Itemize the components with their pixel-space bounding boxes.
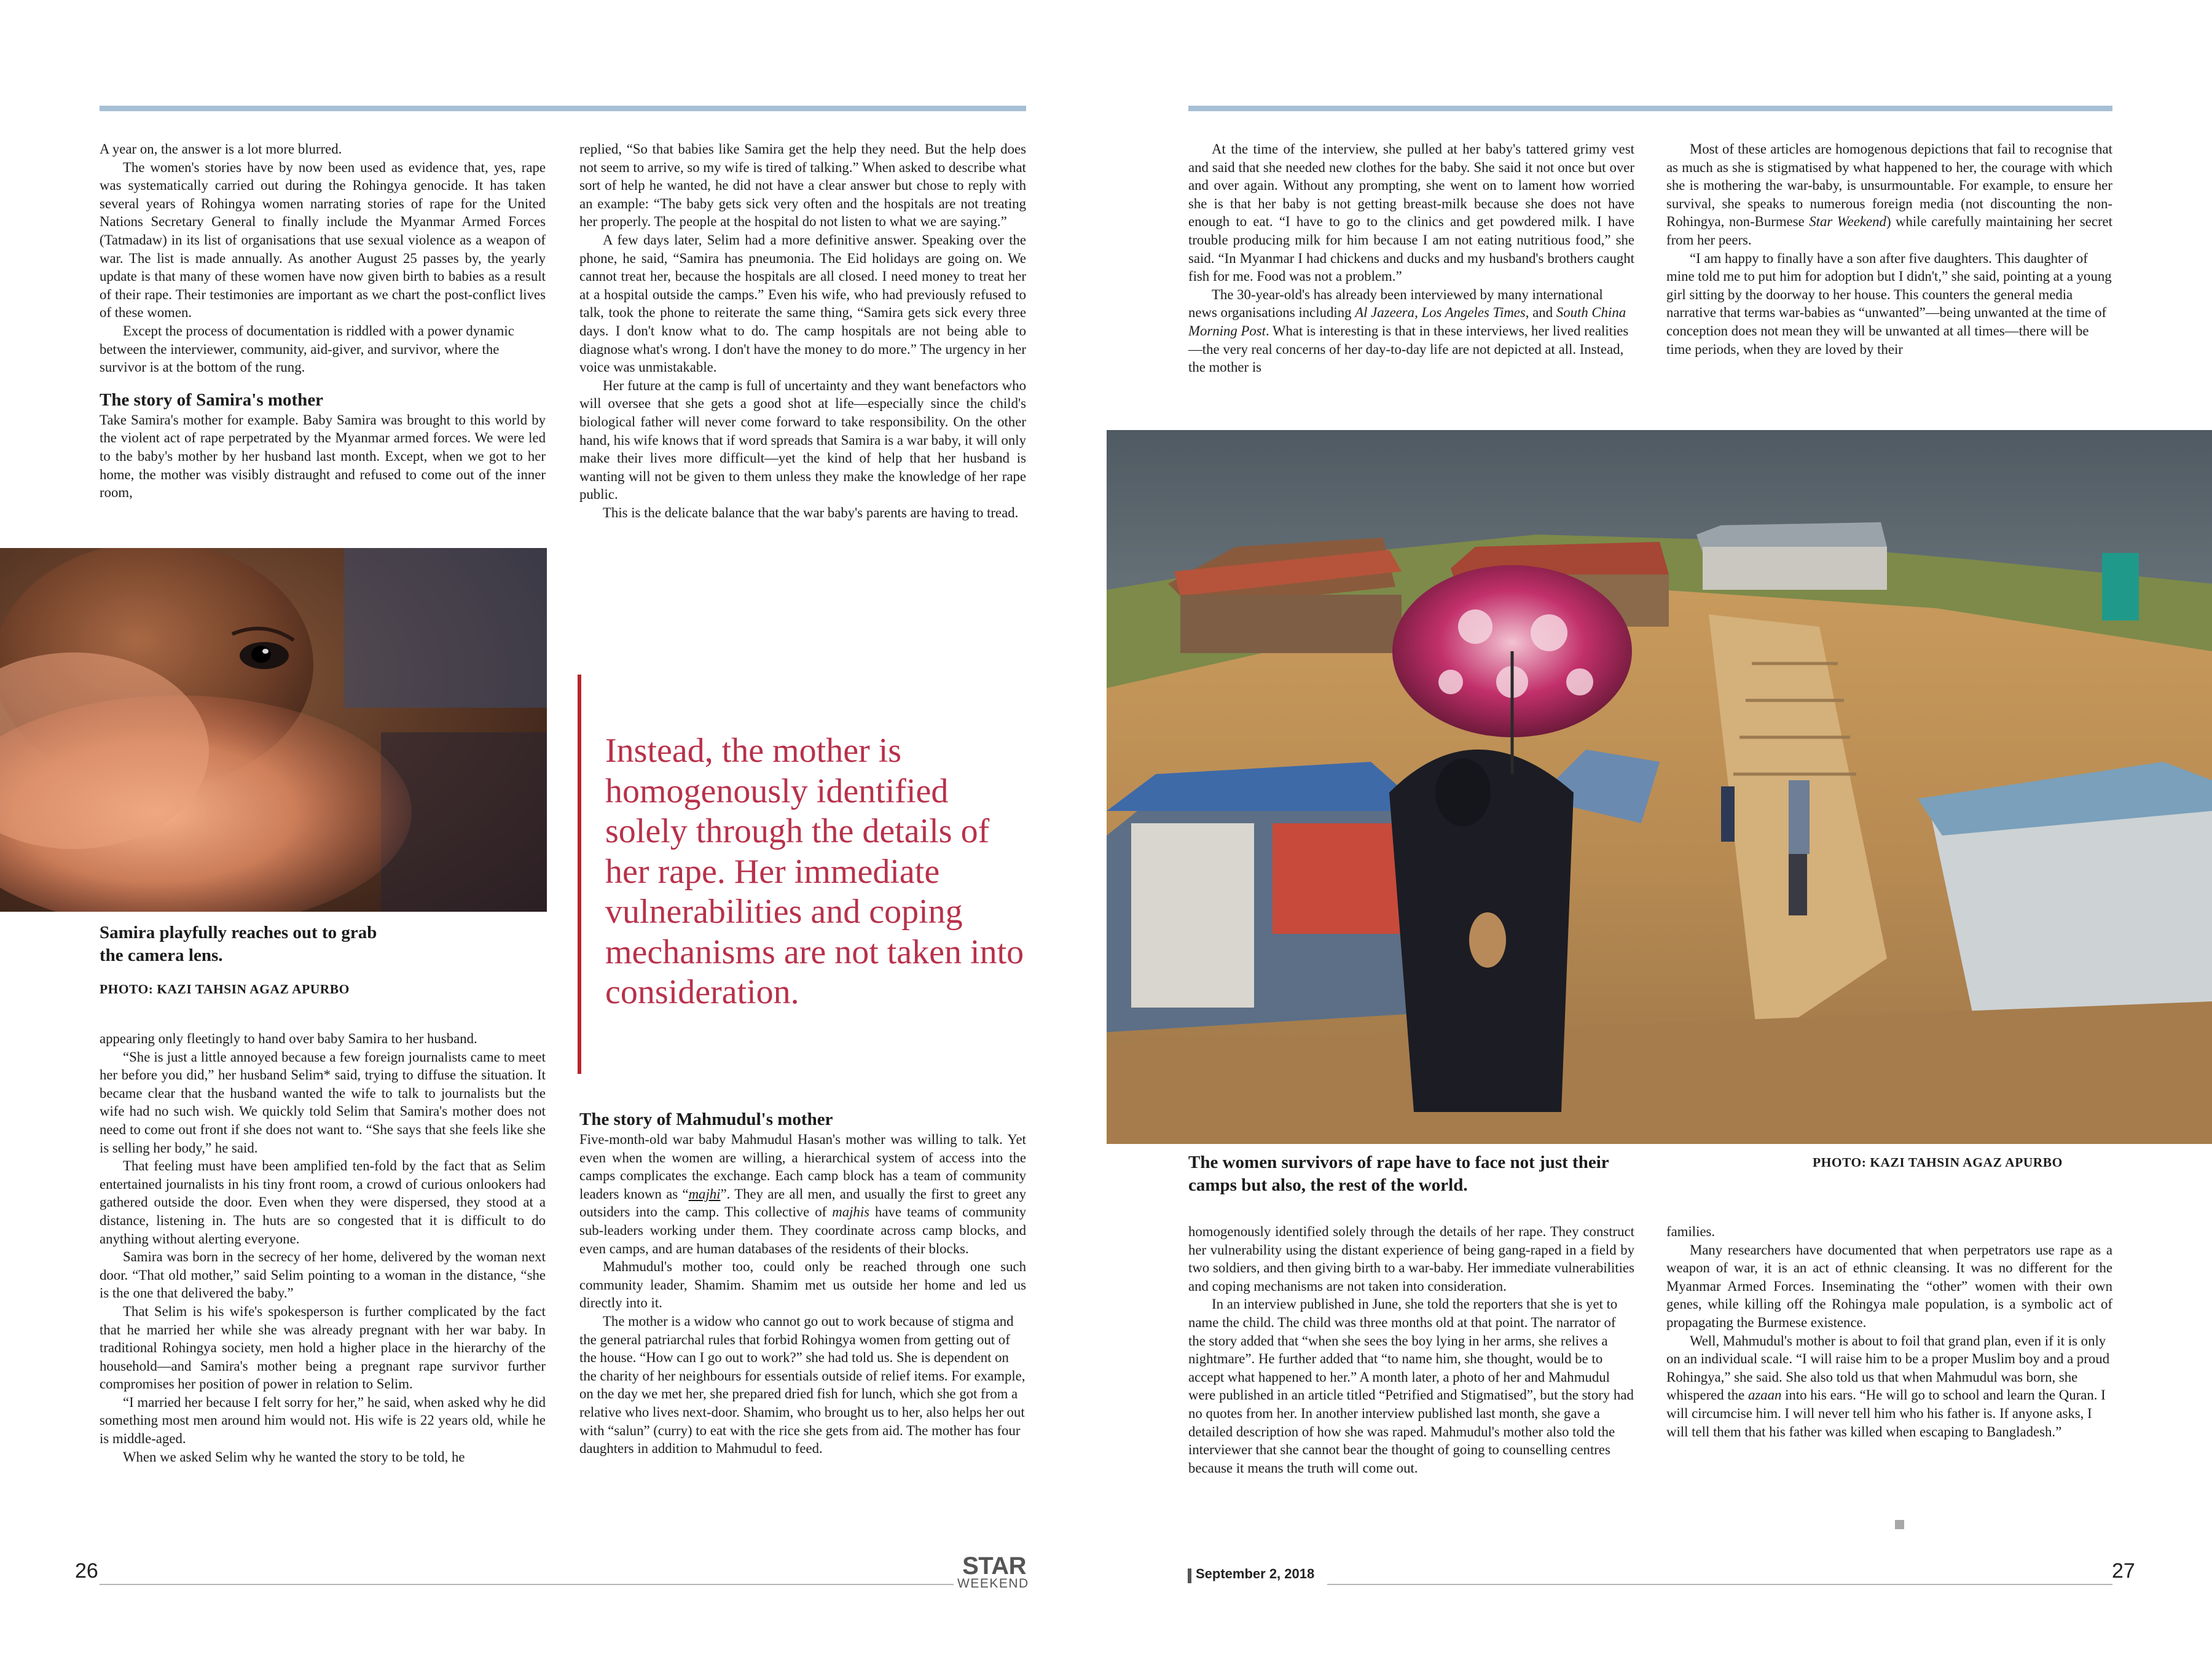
caption-camp: The women survivors of rape have to face not just their camps but also, the rest of the world.	[1188, 1153, 1609, 1195]
article-paragraph: appearing only fleetingly to hand over baby Samira to her husband.	[100, 1031, 477, 1046]
page-number-left: 26	[75, 1559, 98, 1583]
article-paragraph: Many researchers have documented that when perpetrators use rape as a weapon of war, it is an act of ethnic cleansing. It was no different for the Myanmar Armed Forces. Inseminating the “other” women with their own genes, while killing off the Rohingya male population, is a symbolic act of propagating the Burmese existence.	[1666, 1242, 2112, 1330]
article-paragraph: “I am happy to finally have a son after five daughters. This daughter of mine told me to put him for adoption but I didn't,” she said, pointing at a young girl sitting by the doorway to her house. This counters the general media narrative that terms war-babies as “unwanted”—being unwanted at the time of conception does not mean they will be unwanted at all times—there will be time periods, when they are loved by their	[1666, 250, 2112, 357]
photo-credit-left: PHOTO: KAZI TAHSIN AGAZ APURBO	[100, 982, 350, 997]
article-paragraph: This is the delicate balance that the war baby's parents are having to tread.	[603, 504, 1019, 520]
article-paragraph: “I married her because I felt sorry for her,” he said, when asked why he did something most men around him would not. His wife is 22 years old, while he is middle-aged.	[100, 1394, 546, 1447]
top-rule-left	[100, 106, 1026, 111]
article-paragraph: The 30-year-old's has already been interviewed by many international news organisations including Al Jazeera, Los Angeles Times, and South China Morning Post. What is interesting is that in these interviews, her lived realities—the very real concerns of her day-to-day life are not depicted at all. Instead, the mother is	[1188, 286, 1629, 375]
article-paragraph: In an interview published in June, she told the reporters that she is yet to name the child. The child was three months old at that point. The narrator of the story added that “when she sees the boy lying in her arms, she relives a nightmare”. He further added that “to name him, she thought, would be to accept what happened to her.” A month later, a photo of her and Mahmudul were published in an article titled “Petrified and Stigmatised”, but the story had no quotes from her. In another interview published last month, she gave a detailed description of how she was raped. Mahmudul's mother also told the interviewer that she cannot bear the thought of going to counselling centres because it means the truth will come out.	[1188, 1296, 1634, 1476]
logo-weekend: WEEKEND	[957, 1576, 1029, 1591]
term-azaan: azaan	[1747, 1387, 1782, 1403]
photo-baby-samira	[0, 548, 547, 912]
term-majhis: majhis	[832, 1204, 870, 1220]
article-paragraph: The women's stories have by now been used as evidence that, yes, rape was systematically carried out during the Rohingya genocide. It has taken several years of Rohingya women narrating stories of rape for the United Nations Secretary General to finally include the Myanmar Armed Forces (Tatmadaw) in its list of organisations that use sexual violence as a weapon of war. The list is made annually. As another August 25 passes by, the yearly update is that many of these women have now given birth to babies as a result of their rape. Their testimonies are important as we chart the post-conflict lives of these women.	[100, 159, 546, 321]
right-column-3-bottom	[1188, 1223, 1634, 1477]
article-paragraph: A few days later, Selim had a more definitive answer. Speaking over the phone, he said, “Samira has pneumonia. The Eid holidays are going on. We cannot treat her, because the hospitals are all closed. I need money to treat her at a hospital outside the camps.” Even his wife, who had previously refused to talk, took the phone to reiterate the same thing, “Samira gets sick every three days. I don't know what to do. The camp hospitals are not being able to diagnose what's wrong. I don't have the money to do more.” The urgency in her voice was unmistakable.	[579, 232, 1026, 375]
article-paragraph: “She is just a little annoyed because a few foreign journalists came to meet her before you did,” her husband Selim* said, trying to diffuse the situation. It became clear that the husband wanted the wife to talk to journalists but the wife had no such wish. We quickly told Selim that Samira's mother does not need to come out front if she does not want to. “She says that she feels like she is selling her body,” he said.	[100, 1049, 546, 1156]
article-paragraph: homogenously identified solely through the details of her rape. They construct her vulnerability using the distant experience of being gang-raped in a field by two soldiers, and then giving birth to a war-baby. Her immediate vulnerabilities and coping mechanisms are not taken into consideration.	[1188, 1224, 1634, 1294]
article-paragraph: Take Samira's mother for example. Baby Samira was brought to this world by the violent act of rape perpetrated by the Myanmar armed forces. We were led to the baby's mother by her husband last month. Except, when we got to her home, the mother was visibly distraught and refused to come out of the inner room,	[100, 412, 546, 501]
pull-quote: Instead, the mother is homogenously identified solely through the details of her rape. Her immediate vulnerabilities and coping mechanisms are not taken into consideration.	[605, 732, 1024, 1011]
subheading-samira: The story of Samira's mother	[100, 390, 324, 410]
article-paragraph: Most of these articles are homogenous depictions that fail to recognise that as much as she is stigmatised by what happened to her, the courage with which she is mothering the war-baby, is unsurmountable. For example, to ensure her survival, she speaks to numerous foreign media (not discounting the non-Rohingya, non-Burmese Star Weekend) while carefully maintaining her secret from her peers.	[1666, 141, 2112, 248]
left-column-1-top	[100, 140, 546, 502]
top-rule-right	[1188, 106, 2112, 111]
footer-rule-left	[100, 1584, 954, 1585]
right-column-3-top	[1188, 140, 1634, 377]
photo-credit-right: PHOTO: KAZI TAHSIN AGAZ APURBO	[1813, 1155, 2063, 1170]
article-paragraph: Mahmudul's mother too, could only be reached through one such community leader, Shamim. Shamim met us outside her home and led us directly into it.	[579, 1259, 1026, 1311]
article-paragraph: When we asked Selim why he wanted the story to be told, he	[123, 1449, 465, 1465]
article-paragraph: The mother is a widow who cannot go out to work because of stigma and the general patriarchal rules that forbid Rohingya women from getting out of the house. “How can I go out to work?” she had told us. She is dependent on the charity of her neighbours for essentials outside of relief items. For example, on the day we met her, she prepared dried fish for lunch, which she got from a relative who lives next-door. Shamim, who brought us to her, also helps her out with “salun” (curry) to eat with the rice she gets from aid. The mother has four daughters in addition to Mahmudul to feed.	[579, 1313, 1026, 1457]
article-paragraph: That feeling must have been amplified ten-fold by the fact that as Selim entertained journalists in his tiny front room, a crowd of curious onlookers had gathered outside the door. Even when they were dispersed, they stood at a distance, listening in. The huts are so congested that it is difficult to do anything without alerting everyone.	[100, 1158, 546, 1247]
publication-star-weekend: Star Weekend	[1809, 214, 1886, 230]
article-paragraph: At the time of the interview, she pulled at her baby's tattered grimy vest and said that she needed new clothes for the baby. She said it not once but over and over again. Without any prompting, she went on to lament how worried she is that her baby is not getting breast-milk because she does not have enough to eat. “I have to go to the clinics and get powdered milk. I have trouble producing milk for him because I am not eating nutritious food,” she said. “In Myanmar I had chickens and ducks and my husband's brothers caught fish for me. Food was not a problem.”	[1188, 141, 1634, 284]
article-paragraph: families.	[1666, 1224, 1716, 1239]
article-paragraph: A year on, the answer is a lot more blurred.	[100, 141, 342, 157]
subheading-mahmudul: The story of Mahmudul's mother	[579, 1110, 833, 1129]
article-paragraph: Samira was born in the secrecy of her home, delivered by the woman next door. “That old mother,” said Selim pointing to a woman in the distance, “she is the one that delivered the baby.”	[100, 1249, 546, 1301]
star-weekend-logo	[957, 1553, 1029, 1591]
photo-camp-umbrella	[1107, 430, 2212, 1144]
left-column-2-top	[579, 140, 1026, 522]
date-marker	[1188, 1568, 1191, 1583]
left-column-2-bottom	[579, 1108, 1026, 1458]
caption-samira: Samira playfully reaches out to grab the camera lens.	[100, 923, 377, 965]
right-column-4-bottom	[1666, 1223, 2112, 1441]
article-paragraph: Five-month-old war baby Mahmudul Hasan's mother was willing to talk. Yet even when the women are willing, a hierarchical system of access into the camps complicates the exchange. Each camp block has a team of community leaders known as “majhi”. They are all men, and usually the first to greet any outsiders into the camp. This collective of majhis have teams of community sub-leaders working under them. They coordinate across camp blocks, and even camps, and are human databases of the residents of their blocks.	[579, 1132, 1026, 1256]
article-paragraph: replied, “So that babies like Samira get the help they need. But the help does not seem to arrive, so my wife is tired of talking.” When asked to describe what sort of help he wanted, he did not have a clear answer but chose to reply with an example: “The baby gets sick very often and the hospitals are not treating her properly. The people at the hospital do not listen to what we are saying.”	[579, 141, 1026, 230]
article-paragraph: That Selim is his wife's spokesperson is further complicated by the fact that he married her while she was already pregnant with her war baby. In traditional Rohingya society, men hold a higher place in the hierarchy of the household—and Samira's mother being a pregnant rape survivor further compromises her position of power in relation to Selim.	[100, 1303, 546, 1392]
source-scmp: South China Morning Post	[1188, 305, 1626, 339]
term-majhi: majhi	[688, 1186, 721, 1202]
pull-quote-bar	[578, 675, 581, 1074]
end-mark-square	[1895, 1520, 1904, 1529]
page-number-right: 27	[2112, 1559, 2135, 1583]
article-paragraph: Except the process of documentation is riddled with a power dynamic between the interviewer, community, aid-giver, and survivor, where the survivor is at the bottom of the rung.	[100, 323, 514, 375]
article-paragraph: Well, Mahmudul's mother is about to foil that grand plan, even if it is only on an individual scale. “I will raise him to be a proper Muslim boy and a proud Rohingya,” she said. She also told us that when Mahmudul was born, she whispered the azaan into his ears. “He will go to school and learn the Quran. I will circumcise him. I will never tell him who his father is. If anyone asks, I will tell them that his father was killed when escaping to Bangladesh.”	[1666, 1333, 2110, 1439]
source-aljazeera-lat: Al Jazeera, Los Angeles Times	[1355, 305, 1526, 321]
issue-date: September 2, 2018	[1196, 1566, 1315, 1581]
right-column-4-top	[1666, 140, 2112, 358]
logo-star: STAR	[962, 1553, 1026, 1580]
footer-rule-right	[1327, 1584, 2112, 1585]
left-column-1-bottom	[100, 1030, 546, 1466]
article-paragraph: Her future at the camp is full of uncertainty and they want benefactors who will oversee that she gets a good shot at life—especially since the child's biological father will never come forward to take responsibility. On the other hand, his wife knows that if word spreads that Samira is a war baby, it will only make their lives more difficult—yet the kind of help that her husband is wanting will not be given to them unless they make the knowledge of her rape public.	[579, 377, 1026, 503]
